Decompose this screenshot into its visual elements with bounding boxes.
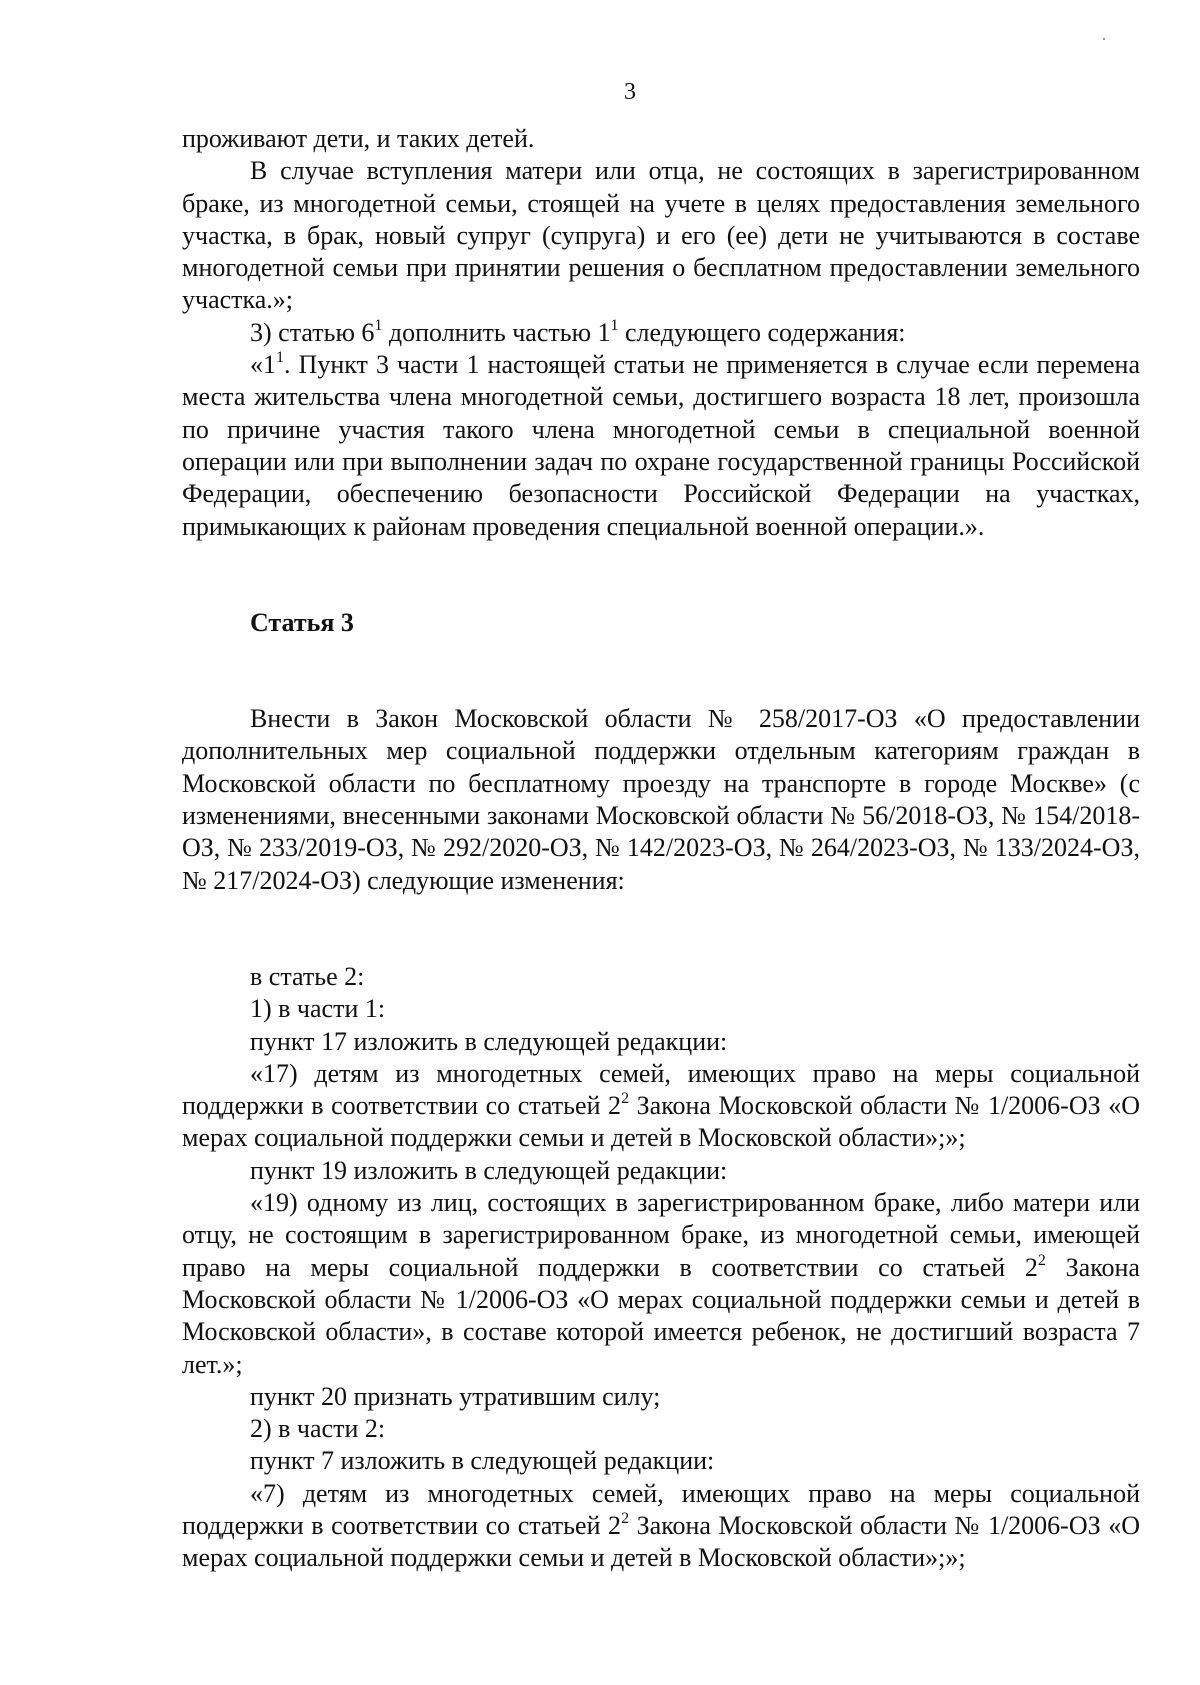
- document-body: [182, 123, 1140, 1575]
- text-run: Закона Московской области № 1/2006-ОЗ «О мерах социальной поддержки семьи и детей в Московской области»;»;: [182, 1510, 1140, 1573]
- text-run: . Пункт 3 части 1 настоящей статьи не применяется в случае если перемена места жительства члена многодетной семьи, достигшего возраста 18 лет, произошла по причине участия такого члена многодетной семьи в специальной военной операции или при выполнении задач по охране государственной границы Российской Федерации, обеспечению безопасности Российской Федерации на участках, примыкающих к районам проведения специальной военной операции.».: [182, 350, 1140, 541]
- spacer: [182, 543, 1140, 607]
- paragraph-part-1-1: [182, 349, 1140, 543]
- superscript: 2: [621, 1509, 630, 1527]
- line-part-1: 1) в части 1:: [250, 994, 386, 1024]
- text-run: «7) детям из многодетных семей, имеющих право на меры социальной поддержки в соответствии со статьей 2: [182, 1478, 1140, 1540]
- scan-speck: [1103, 38, 1105, 40]
- text-run: «17) детям из многодетных семей, имеющих право на меры социальной поддержки в соответствии со статьей 2: [182, 1058, 1140, 1121]
- text-run: «1: [250, 350, 276, 380]
- text-run: Закона Московской области № 1/2006-ОЗ «О мерах социальной поддержки семьи и детей в Московской области», в составе которой имеется ребенок, не достигший возраста 7 лет.»;: [182, 1252, 1140, 1379]
- paragraph-item-19-text: [182, 1187, 1140, 1381]
- paragraph-item-17-text: [182, 1058, 1140, 1155]
- text-run: дополнить частью 1: [382, 317, 611, 347]
- superscript: 2: [621, 1090, 630, 1108]
- superscript: 1: [374, 316, 383, 334]
- line-item-20: пункт 20 признать утратившим силу;: [250, 1381, 661, 1411]
- article-3-intro: Внести в Закон Московской области № 258/2017-ОЗ «О предоставлении дополнительных мер социальной поддержки отдельным категориям граждан в Московской области по бесплатному проезду на транспорте в городе Москве» (с изменениями, внесенными законами Московской области № 56/2018-ОЗ, № 154/2018-ОЗ, № 233/2019-ОЗ, № 292/2020-ОЗ, № 142/2023-ОЗ, № 264/2023-ОЗ, № 133/2024-ОЗ, № 217/2024-ОЗ) следующие изменения:: [182, 704, 1140, 895]
- text-run: Закона Московской области № 1/2006-ОЗ «О мерах социальной поддержки семьи и детей в Московской области»;»;: [182, 1091, 1140, 1153]
- superscript: 1: [610, 316, 619, 334]
- paragraph-marriage-rule: В случае вступления матери или отца, не состоящих в зарегистрированном браке, из многодетной семьи, стоящей на учете в целях предоставления земельного участка, в брак, новый супруг (супруга) и его (ее) дети не учитываются в составе многодетной семьи при принятии решения о бесплатном предоставлении земельного участка.»;: [182, 156, 1140, 315]
- line-item-7: пункт 7 изложить в следующей редакции:: [250, 1446, 715, 1476]
- line-item-19: пункт 19 изложить в следующей редакции:: [250, 1155, 728, 1185]
- spacer: [182, 639, 1140, 703]
- line-item-17: пункт 17 изложить в следующей редакции:: [250, 1026, 728, 1056]
- text-run: 3) статью 6: [250, 317, 375, 347]
- paragraph-continuation: проживают дети, и таких детей.: [182, 124, 535, 153]
- text-run: следующего содержания:: [618, 317, 906, 347]
- line-part-2: 2) в части 2:: [250, 1414, 386, 1444]
- superscript: 1: [276, 349, 284, 367]
- paragraph-amend-article-6-1: [182, 317, 1140, 349]
- spacer: [182, 897, 1140, 961]
- text-run: «19) одному из лиц, состоящих в зарегистрированном браке, либо матери или отцу, не состоящим в зарегистрированном браке, из многодетной семьи, имеющей право на меры социальной поддержки в соответствии со статьей 2: [182, 1188, 1140, 1282]
- paragraph-item-7-text: [182, 1478, 1140, 1575]
- superscript: 2: [1037, 1251, 1046, 1269]
- line-in-article-2: в статье 2:: [250, 961, 365, 991]
- article-3-heading: Статья 3: [250, 607, 354, 637]
- page-number: 3: [624, 79, 636, 105]
